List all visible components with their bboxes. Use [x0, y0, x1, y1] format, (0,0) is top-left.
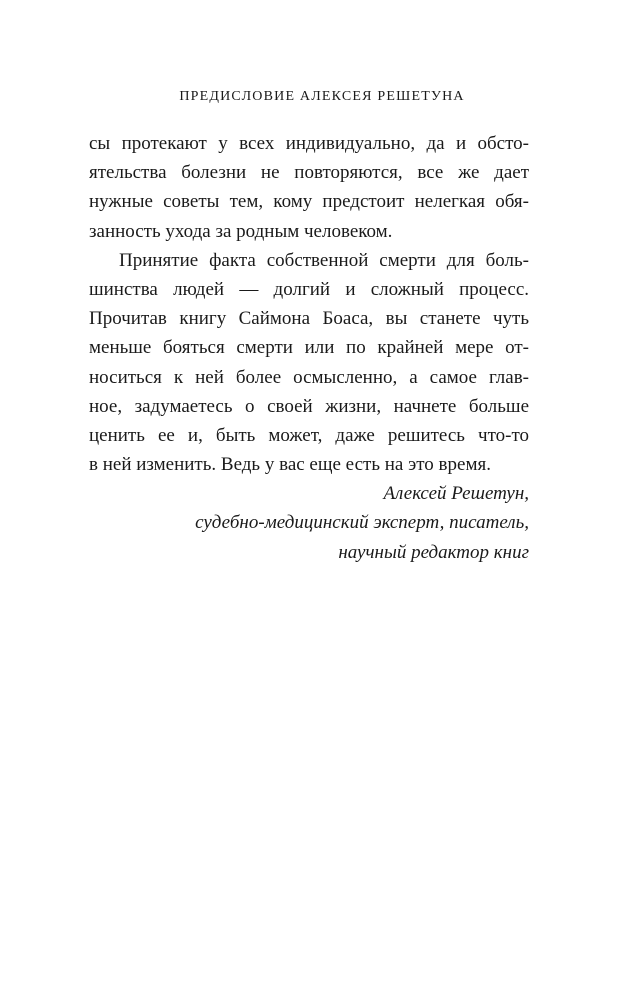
page-body — [89, 129, 529, 567]
text-line: нужные советы тем, кому предстоит нелегкая обя- — [89, 191, 529, 213]
text-line: Принятие факта собственной смерти для боль- — [119, 249, 529, 271]
text-line: носиться к ней более осмысленно, а самое глав- — [89, 366, 529, 388]
text-line: в ней изменить. Ведь у вас еще есть на это время. — [89, 454, 491, 476]
text-line: меньше бояться смерти или по крайней мере от- — [89, 337, 529, 359]
text-line: ное, задумаетесь о своей жизни, начнете больше — [89, 395, 529, 417]
text-line: шинства людей — долгий и сложный процесс. — [89, 278, 529, 300]
signature-title: судебно-медицинский эксперт, писатель, — [195, 512, 529, 534]
text-line: сы протекают у всех индивидуально, да и обсто- — [89, 133, 529, 154]
signature-name: Алексей Решетун, — [383, 483, 529, 505]
signature-role: научный редактор книг — [338, 541, 529, 563]
text-line: занность ухода за родным человеком. — [89, 220, 393, 242]
signature-block — [89, 479, 529, 567]
running-head: ПРЕДИСЛОВИЕ АЛЕКСЕЯ РЕШЕТУНА — [179, 89, 465, 104]
text-line: Прочитав книгу Саймона Боаса, вы станете чуть — [89, 308, 529, 330]
paragraph-2 — [89, 246, 529, 480]
paragraph-1 — [89, 129, 529, 246]
text-line: ятельства болезни не повторяются, все же дает — [89, 162, 529, 184]
text-line: ценить ее и, быть может, даже решитесь что-то — [89, 424, 529, 446]
